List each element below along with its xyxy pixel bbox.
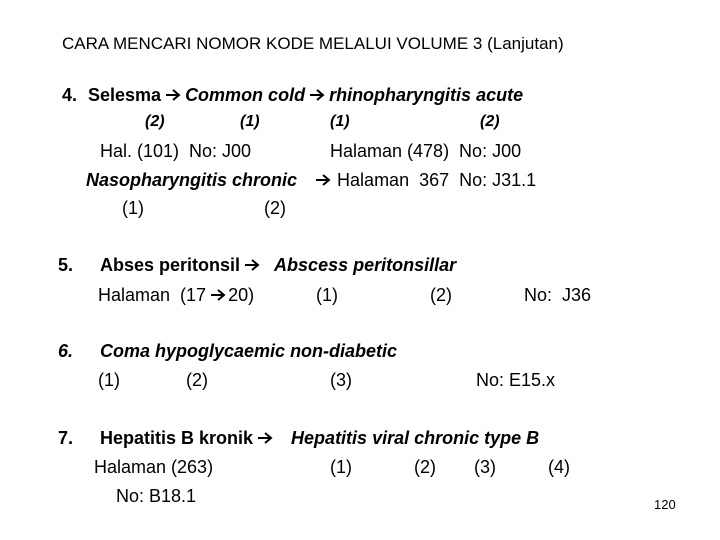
page-title: CARA MENCARI NOMOR KODE MELALUI VOLUME 3 (Lanjutan) (62, 34, 564, 53)
page-number: 120 (654, 497, 676, 512)
mark: (2) (264, 198, 286, 218)
term-common-cold: Common cold (185, 85, 306, 105)
item-4-line-1 (88, 86, 523, 104)
mark: (1) (330, 113, 350, 130)
arrow-right-icon (315, 173, 331, 187)
mark: (2) (480, 113, 500, 130)
term-nasopharyngitis-chronic: Nasopharyngitis chronic (86, 170, 298, 190)
mark: (2) (430, 285, 452, 305)
mark: (4) (548, 457, 570, 477)
reference-suffix: 20) (228, 285, 255, 305)
item-6-number: 6. (58, 341, 74, 361)
item-5-number: 5. (58, 255, 74, 275)
item-4-line-3 (86, 171, 536, 189)
reference-halaman-263: Halaman (263) (94, 457, 214, 477)
mark: (3) (330, 370, 352, 390)
mark: (1) (330, 457, 352, 477)
term-rhinopharyngitis-acute: rhinopharyngitis acute (329, 85, 524, 105)
mark: (1) (316, 285, 338, 305)
item-7-number: 7. (58, 428, 74, 448)
mark: (1) (240, 113, 260, 130)
reference-prefix: Halaman (17 (98, 285, 207, 305)
term-selesma: Selesma (88, 85, 162, 105)
mark: (1) (122, 198, 144, 218)
mark: (2) (186, 370, 208, 390)
mark: (2) (414, 457, 436, 477)
term-hepatitis-viral-chronic: Hepatitis viral chronic type B (291, 428, 540, 448)
arrow-right-icon (210, 288, 226, 302)
reference-halaman-478: Halaman (478) No: J00 (330, 141, 522, 161)
item-7-line-1 (100, 429, 539, 447)
mark: (1) (98, 370, 120, 390)
arrow-right-icon (309, 88, 325, 102)
arrow-right-icon (244, 258, 260, 272)
code-b18: No: B18.1 (116, 486, 197, 506)
code-j36: No: J36 (524, 285, 592, 305)
reference-halaman-17-20 (98, 286, 254, 304)
term-abses-peritonsil: Abses peritonsil (100, 255, 241, 275)
term-abscess-peritonsillar: Abscess peritonsillar (274, 255, 457, 275)
term-hepatitis-b-kronik: Hepatitis B kronik (100, 428, 254, 448)
term-coma-hypoglycaemic: Coma hypoglycaemic non-diabetic (100, 341, 398, 361)
mark: (2) (145, 113, 165, 130)
arrow-right-icon (257, 431, 273, 445)
reference-halaman-367: Halaman 367 No: J31.1 (337, 170, 537, 190)
item-4-number: 4. (62, 85, 78, 105)
arrow-right-icon (165, 88, 181, 102)
reference-hal-101: Hal. (101) No: J00 (100, 141, 252, 161)
code-e15: No: E15.x (476, 370, 556, 390)
mark: (3) (474, 457, 496, 477)
item-5-line-1 (100, 256, 456, 274)
